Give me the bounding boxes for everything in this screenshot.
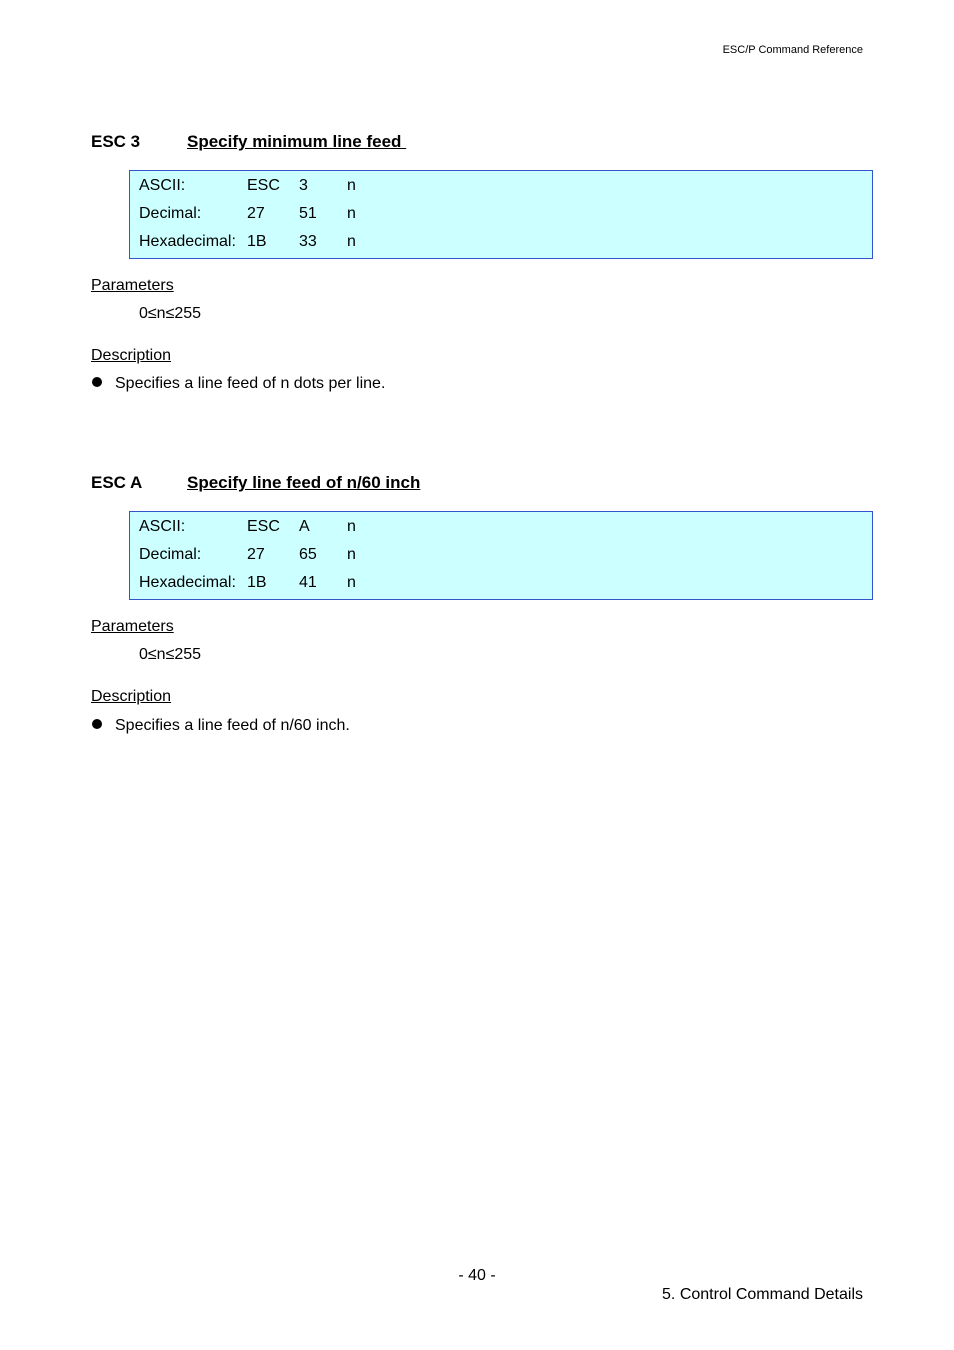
row-value: 27 [247, 546, 265, 563]
parameters-heading: Parameters [91, 618, 174, 635]
description-item [91, 375, 385, 393]
row-value: n [347, 177, 356, 194]
row-value: ESC [247, 177, 280, 194]
header-reference: ESC/P Command Reference [722, 44, 863, 56]
description-item [91, 717, 350, 735]
row-value: 1B [247, 574, 267, 591]
row-value: n [347, 233, 356, 250]
row-label: Decimal: [139, 205, 202, 222]
description-text: Specifies a line feed of n/60 inch. [115, 717, 350, 734]
bullet-icon [92, 719, 102, 729]
description-heading: Description [91, 347, 172, 364]
command-title: Specify line feed of n/60 inch [187, 473, 421, 492]
row-value: 1B [247, 233, 267, 250]
command-title: Specify minimum line feed [187, 132, 402, 151]
parameters-heading: Parameters [91, 277, 174, 294]
row-label: Hexadecimal: [139, 233, 236, 250]
row-value: 3 [299, 177, 308, 194]
row-label: Decimal: [139, 546, 202, 563]
row-value: 33 [299, 233, 317, 250]
row-value: n [347, 518, 356, 535]
section-title [91, 473, 420, 493]
description-heading: Description [91, 688, 172, 705]
chapter-title: 5. Control Command Details [662, 1286, 863, 1303]
parameters-range: 0≤n≤255 [139, 646, 202, 663]
command-code: ESC 3 [91, 132, 141, 151]
section-esc-3 [91, 132, 873, 402]
page-number: - 40 - [458, 1267, 496, 1284]
row-value: n [347, 205, 356, 222]
row-label: Hexadecimal: [139, 574, 236, 591]
row-value: 51 [299, 205, 317, 222]
command-code: ESC A [91, 473, 143, 492]
command-box [129, 511, 873, 600]
row-value: n [347, 574, 356, 591]
section-esc-a [91, 473, 873, 743]
row-label: ASCII: [139, 518, 186, 535]
row-value: A [299, 518, 310, 535]
row-value: 41 [299, 574, 317, 591]
row-value: 27 [247, 205, 265, 222]
command-box [129, 170, 873, 259]
row-value: ESC [247, 518, 280, 535]
row-value: 65 [299, 546, 317, 563]
row-label: ASCII: [139, 177, 186, 194]
row-value: n [347, 546, 356, 563]
parameters-range: 0≤n≤255 [139, 305, 202, 322]
bullet-icon [92, 377, 102, 387]
section-title [91, 132, 406, 152]
description-text: Specifies a line feed of n dots per line. [115, 375, 386, 392]
